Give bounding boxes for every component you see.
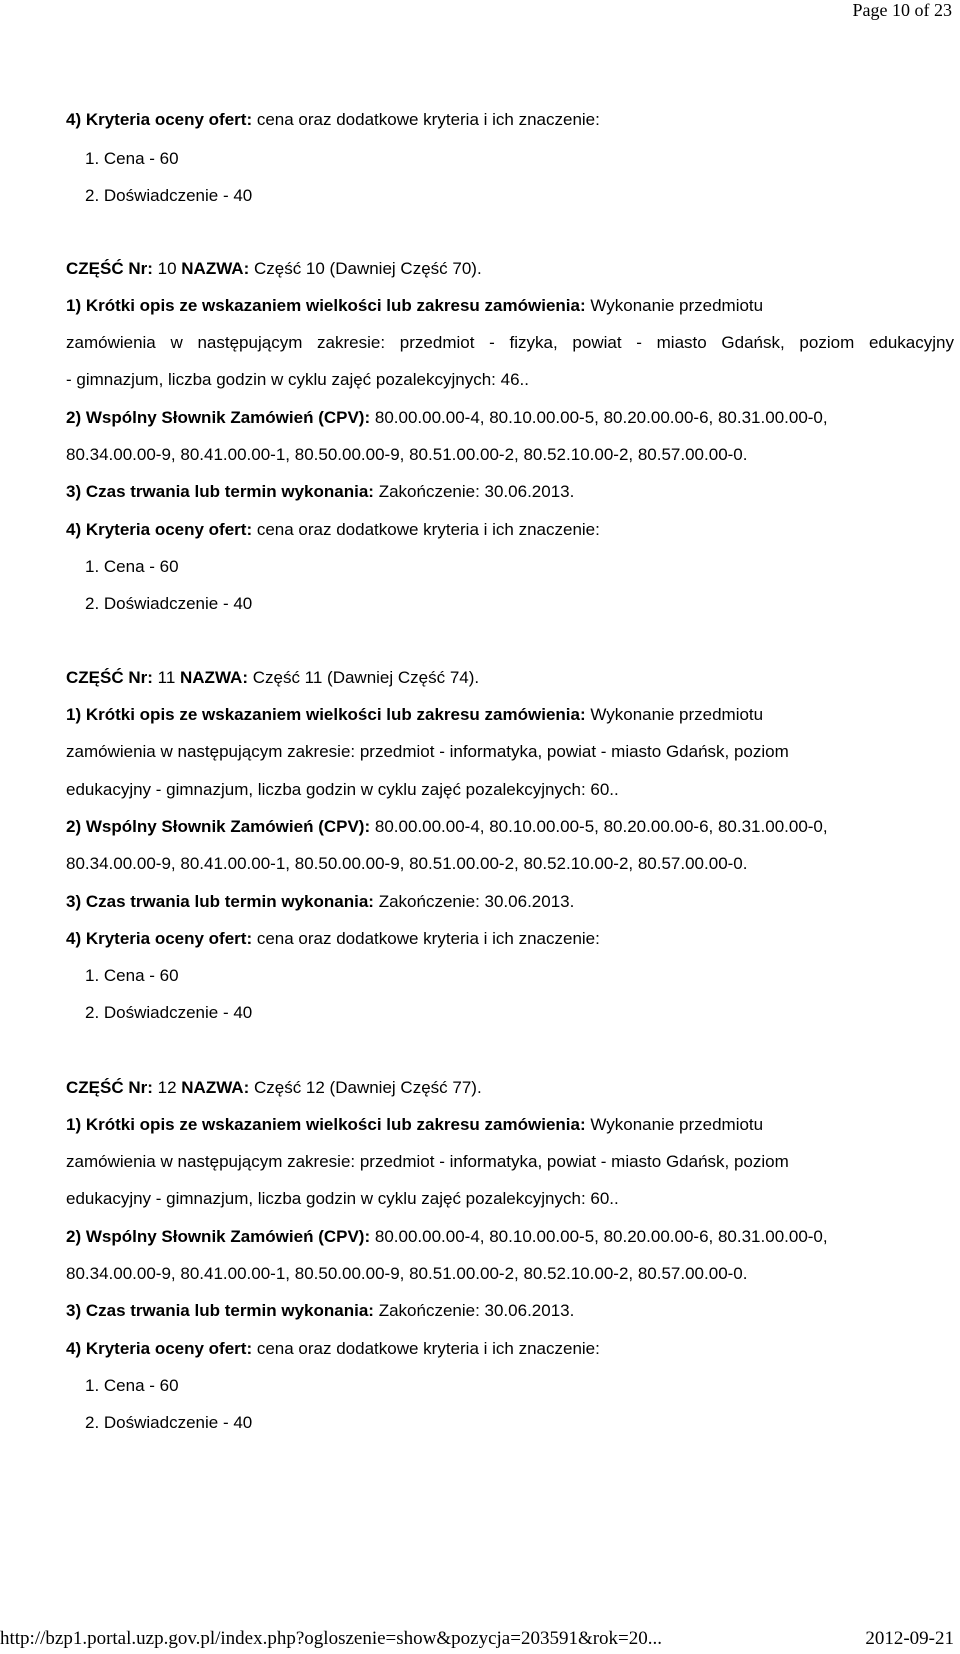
description-line-3: - gimnazjum, liczba godzin w cyklu zajęć pozalekcyjnych: 46.. [66,370,529,389]
criterion-price: 1. Cena - 60 [85,149,179,168]
cpv-line-2: 80.34.00.00-9, 80.41.00.00-1, 80.50.00.00-9, 80.51.00.00-2, 80.52.10.00-2, 80.57.00.00-0. [66,854,748,873]
description-line-1 [66,296,763,316]
footer-url[interactable]: http://bzp1.portal.uzp.gov.pl/index.php?ogloszenie=show&pozycja=203591&rok=20... [0,1628,663,1649]
part-name: Część 11 (Dawniej Część 74). [247,668,480,687]
criteria-line [66,1339,600,1359]
cpv-line-2: 80.34.00.00-9, 80.41.00.00-1, 80.50.00.00-9, 80.51.00.00-2, 80.52.10.00-2, 80.57.00.00-0. [66,445,748,464]
part-number: 11 [152,668,180,687]
description-label: 1) Krótki opis ze wskazaniem wielkości lub zakresu zamówienia: [66,1115,586,1134]
duration-value: Zakończenie: 30.06.2013. [373,892,575,911]
cpv-line-1 [66,817,828,837]
duration-line [66,892,574,912]
cpv-line-1 [66,1227,828,1247]
part-name: Część 10 (Dawniej Część 70). [249,259,482,278]
description-text: Wykonanie przedmiotu [585,1115,764,1134]
criteria-label: 4) Kryteria oceny ofert: [66,929,253,948]
duration-label: 3) Czas trwania lub termin wykonania: [66,1301,374,1320]
criterion-experience: 2. Doświadczenie - 40 [85,186,253,205]
criteria-text: cena oraz dodatkowe kryteria i ich znaczenie: [252,520,600,539]
cpv-codes: 80.00.00.00-4, 80.10.00.00-5, 80.20.00.00-6, 80.31.00.00-0, [370,817,828,836]
part-label: CZĘŚĆ Nr: [66,668,153,687]
duration-label: 3) Czas trwania lub termin wykonania: [66,482,374,501]
criteria-line [66,110,600,130]
cpv-label: 2) Wspólny Słownik Zamówień (CPV): [66,408,371,427]
name-label: NAZWA: [181,259,250,278]
criterion-experience: 2. Doświadczenie - 40 [85,1003,253,1022]
duration-line [66,482,574,502]
part-name: Część 12 (Dawniej Część 77). [249,1078,482,1097]
criteria-label: 4) Kryteria oceny ofert: [66,520,253,539]
cpv-label: 2) Wspólny Słownik Zamówień (CPV): [66,817,371,836]
criteria-label: 4) Kryteria oceny ofert: [66,1339,253,1358]
name-label: NAZWA: [181,1078,250,1097]
description-line-1 [66,1115,763,1135]
criteria-text: cena oraz dodatkowe kryteria i ich znaczenie: [252,1339,600,1358]
criteria-text: cena oraz dodatkowe kryteria i ich znaczenie: [252,929,600,948]
criterion-price: 1. Cena - 60 [85,557,179,576]
description-label: 1) Krótki opis ze wskazaniem wielkości lub zakresu zamówienia: [66,705,586,724]
duration-value: Zakończenie: 30.06.2013. [373,482,575,501]
description-text: Wykonanie przedmiotu [585,705,764,724]
cpv-line-2: 80.34.00.00-9, 80.41.00.00-1, 80.50.00.00-9, 80.51.00.00-2, 80.52.10.00-2, 80.57.00.00-0. [66,1264,748,1283]
duration-line [66,1301,574,1321]
page-number: Page 10 of 23 [852,0,952,20]
description-text: Wykonanie przedmiotu [585,296,764,315]
cpv-label: 2) Wspólny Słownik Zamówień (CPV): [66,1227,371,1246]
description-line-2: zamówienia w następującym zakresie: przedmiot - informatyka, powiat - miasto Gdańsk, poziom [66,1152,789,1171]
description-line-3: edukacyjny - gimnazjum, liczba godzin w cyklu zajęć pozalekcyjnych: 60.. [66,1189,619,1208]
description-line-2: zamówienia w następującym zakresie: przedmiot - fizyka, powiat - miasto Gdańsk, poziom edukacyjny [66,333,954,352]
criterion-experience: 2. Doświadczenie - 40 [85,1413,253,1432]
part-header-10 [66,259,482,279]
name-label: NAZWA: [180,668,248,687]
criteria-label: 4) Kryteria oceny ofert: [66,110,253,129]
criteria-line [66,520,600,540]
description-line-3: edukacyjny - gimnazjum, liczba godzin w cyklu zajęć pozalekcyjnych: 60.. [66,780,619,799]
cpv-line-1 [66,408,828,428]
part-number: 12 [152,1078,182,1097]
duration-label: 3) Czas trwania lub termin wykonania: [66,892,374,911]
criterion-price: 1. Cena - 60 [85,1376,179,1395]
part-header-12 [66,1078,482,1098]
duration-value: Zakończenie: 30.06.2013. [373,1301,575,1320]
footer-date: 2012-09-21 [865,1628,954,1649]
description-line-2: zamówienia w następującym zakresie: przedmiot - informatyka, powiat - miasto Gdańsk, poziom [66,742,789,761]
cpv-codes: 80.00.00.00-4, 80.10.00.00-5, 80.20.00.00-6, 80.31.00.00-0, [370,408,828,427]
description-label: 1) Krótki opis ze wskazaniem wielkości lub zakresu zamówienia: [66,296,586,315]
criterion-price: 1. Cena - 60 [85,966,179,985]
part-label: CZĘŚĆ Nr: [66,1078,153,1097]
cpv-codes: 80.00.00.00-4, 80.10.00.00-5, 80.20.00.00-6, 80.31.00.00-0, [370,1227,828,1246]
part-number: 10 [152,259,182,278]
criterion-experience: 2. Doświadczenie - 40 [85,594,253,613]
criteria-text: cena oraz dodatkowe kryteria i ich znaczenie: [252,110,600,129]
part-label: CZĘŚĆ Nr: [66,259,153,278]
part-header-11 [66,668,479,688]
description-line-1 [66,705,763,725]
criteria-line [66,929,600,949]
